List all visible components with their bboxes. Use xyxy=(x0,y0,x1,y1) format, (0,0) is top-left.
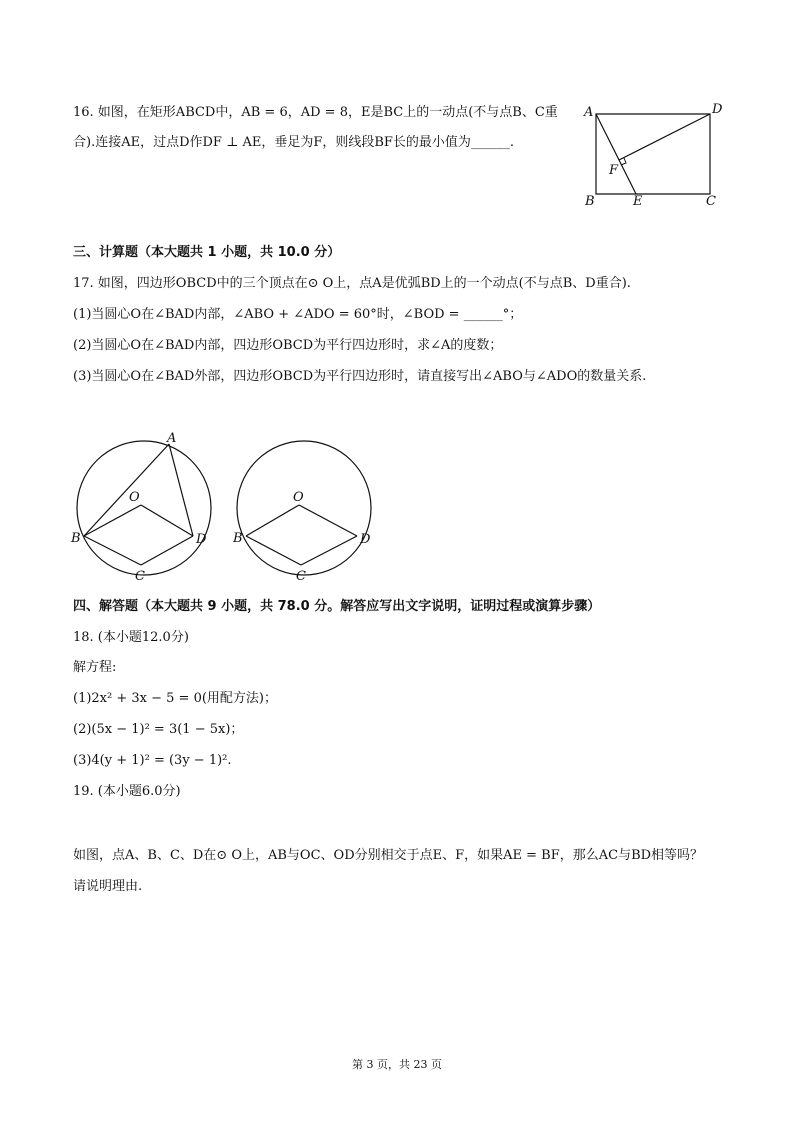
label-f: F xyxy=(609,163,619,178)
q17-part2: (2)当圆心O在∠BAD内部，四边形OBCD为平行四边形时，求∠A的度数； xyxy=(73,338,503,353)
q17-intro: 17. 如图，四边形OBCD中的三个顶点在⊙ O上，点A是优弧BD上的一个动点(不与点B、D重合). xyxy=(73,276,631,291)
rectangle-abcd xyxy=(596,114,710,194)
label-b: B xyxy=(233,531,243,546)
q18-eq3: (3)4(y + 1)² = (3y − 1)². xyxy=(73,753,232,768)
segment-od xyxy=(299,505,357,536)
q17-circle-figure-1 xyxy=(64,428,224,586)
segment-df xyxy=(619,114,710,160)
segment-ad xyxy=(169,444,193,536)
section4-heading: 四、解答题（本大题共 9 小题，共 78.0 分。解答应写出文字说明，证明过程或演算步骤） xyxy=(73,599,601,614)
q17-part1: (1)当圆心O在∠BAD内部，∠ABO + ∠ADO = 60°时，∠BOD = ______°； xyxy=(73,307,523,322)
label-e: E xyxy=(633,194,643,209)
page-footer: 第 3 页，共 23 页 xyxy=(352,1058,442,1071)
q16-rectangle-figure xyxy=(578,96,728,212)
label-o: O xyxy=(293,490,304,505)
label-a: A xyxy=(167,431,177,446)
label-c: C xyxy=(296,569,306,584)
label-d: D xyxy=(712,102,723,117)
q19-line1: 如图，点A、B、C、D在⊙ O上，AB与OC、OD分别相交于点E、F，如果AE = BF，那么AC与BD相等吗？ xyxy=(73,848,704,863)
label-d: D xyxy=(360,532,371,547)
segment-bo xyxy=(246,505,299,536)
q17-part3: (3)当圆心O在∠BAD外部，四边形OBCD为平行四边形时，请直接写出∠ABO与∠ADO的数量关系. xyxy=(73,369,647,384)
q16-line1: 16. 如图，在矩形ABCD中，AB = 6，AD = 8，E是BC上的一动点(不与点B、C重 xyxy=(73,105,558,120)
segment-bo xyxy=(84,505,141,536)
label-o: O xyxy=(129,490,140,505)
section3-heading: 三、计算题（本大题共 1 小题，共 10.0 分） xyxy=(73,245,341,260)
label-c: C xyxy=(135,569,145,584)
label-b: B xyxy=(585,194,595,209)
label-b: B xyxy=(71,531,81,546)
q18-prompt: 解方程: xyxy=(73,660,117,675)
q18-title: 18. (本小题12.0分) xyxy=(73,630,189,645)
segment-od xyxy=(141,505,193,536)
q18-eq2: (2)(5x − 1)² = 3(1 − 5x)； xyxy=(73,722,244,737)
q17-circle-figure-2 xyxy=(226,428,386,586)
circle-o xyxy=(77,441,211,575)
q16-line2: 合).连接AE，过点D作DF ⊥ AE，垂足为F，则线段BF长的最小值为______. xyxy=(73,135,515,150)
q19-title: 19. (本小题6.0分) xyxy=(73,784,181,799)
label-a: A xyxy=(584,105,594,120)
segment-cd xyxy=(301,536,357,565)
segment-ab xyxy=(84,444,169,536)
q19-line2: 请说明理由. xyxy=(73,879,143,894)
segment-bc xyxy=(246,536,301,565)
label-c: C xyxy=(706,194,716,209)
label-d: D xyxy=(196,532,207,547)
q18-eq1: (1)2x² + 3x − 5 = 0(用配方法)； xyxy=(73,691,277,706)
